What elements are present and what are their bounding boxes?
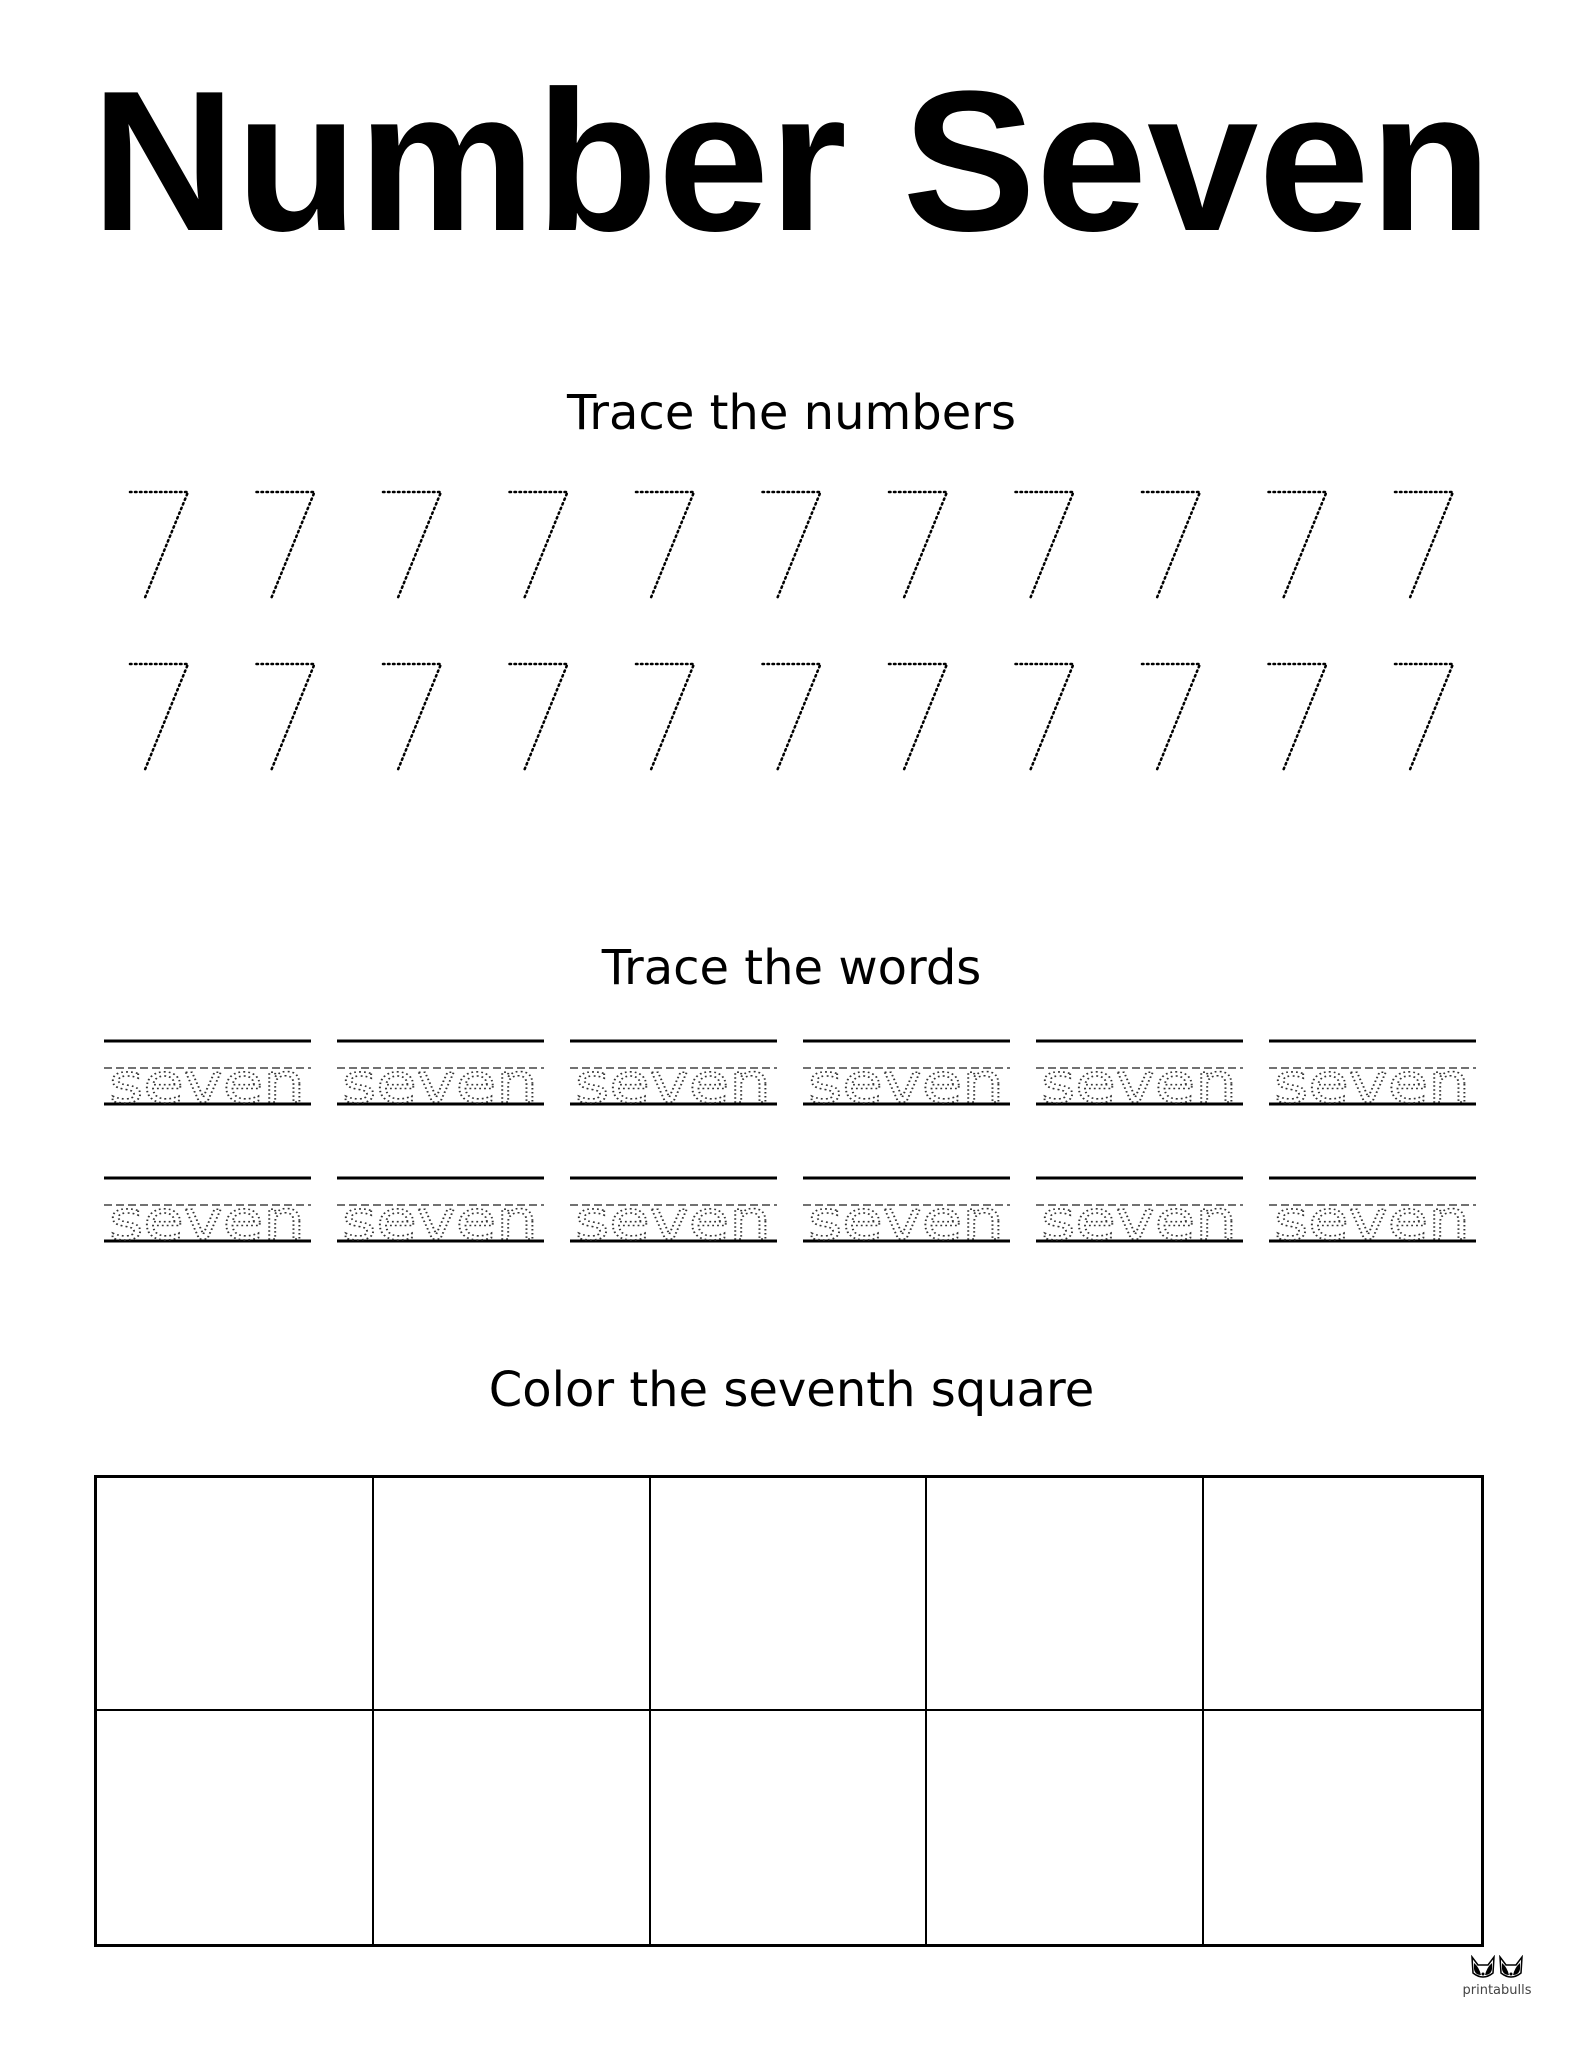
dotted-seven xyxy=(383,664,441,772)
trace-word xyxy=(803,1041,1010,1115)
grid-square[interactable] xyxy=(927,1478,1204,1711)
grid-square[interactable] xyxy=(927,1711,1204,1944)
square-grid xyxy=(94,1475,1484,1947)
dotted-word: seven xyxy=(1274,1189,1470,1252)
bulldog-icon xyxy=(1469,1955,1525,1981)
dotted-seven xyxy=(1016,664,1074,772)
trace-word xyxy=(1269,1041,1476,1115)
grid-square[interactable] xyxy=(1204,1711,1481,1944)
grid-square[interactable] xyxy=(651,1711,928,1944)
trace-numbers-area xyxy=(0,470,1583,790)
grid-square[interactable] xyxy=(97,1711,374,1944)
dotted-seven xyxy=(1269,492,1327,600)
dotted-seven xyxy=(257,664,315,772)
dotted-seven xyxy=(636,492,694,600)
color-square-heading: Color the seventh square xyxy=(488,1362,1095,1418)
grid-square[interactable] xyxy=(651,1478,928,1711)
dotted-seven xyxy=(1269,664,1327,772)
dotted-word: seven xyxy=(342,1189,538,1252)
dotted-seven xyxy=(889,664,947,772)
dotted-seven xyxy=(1395,492,1453,600)
dotted-seven xyxy=(1142,492,1200,600)
dotted-seven xyxy=(1142,664,1200,772)
dotted-seven xyxy=(383,492,441,600)
dotted-word: seven xyxy=(109,1189,305,1252)
dotted-seven xyxy=(636,664,694,772)
dotted-word: seven xyxy=(808,1189,1004,1252)
dotted-seven xyxy=(510,492,568,600)
dotted-seven xyxy=(257,492,315,600)
grid-square[interactable] xyxy=(1204,1478,1481,1711)
page-title: Number Seven xyxy=(91,50,1492,273)
trace-word xyxy=(337,1041,544,1115)
dotted-word: seven xyxy=(575,1052,771,1115)
dotted-seven xyxy=(510,664,568,772)
trace-numbers-heading: Trace the numbers xyxy=(567,385,1016,441)
dotted-seven xyxy=(763,492,821,600)
dotted-seven xyxy=(763,664,821,772)
trace-word xyxy=(337,1178,544,1252)
trace-word xyxy=(570,1041,777,1115)
trace-word xyxy=(570,1178,777,1252)
printabulls-logo xyxy=(1462,1955,1532,1998)
trace-words-heading: Trace the words xyxy=(601,940,982,996)
dotted-seven xyxy=(1395,664,1453,772)
dotted-seven xyxy=(1016,492,1074,600)
dotted-seven xyxy=(889,492,947,600)
trace-word xyxy=(1036,1041,1243,1115)
grid-square[interactable] xyxy=(374,1711,651,1944)
dotted-word: seven xyxy=(1041,1052,1237,1115)
dotted-seven xyxy=(130,492,188,600)
dotted-word: seven xyxy=(575,1189,771,1252)
trace-word xyxy=(803,1178,1010,1252)
trace-word xyxy=(104,1178,311,1252)
dotted-word: seven xyxy=(109,1052,305,1115)
trace-word xyxy=(104,1041,311,1115)
grid-square[interactable] xyxy=(97,1478,374,1711)
trace-word xyxy=(1036,1178,1243,1252)
grid-square[interactable] xyxy=(374,1478,651,1711)
dotted-word: seven xyxy=(808,1052,1004,1115)
dotted-seven xyxy=(130,664,188,772)
logo-text: printabulls xyxy=(1462,1983,1532,1998)
trace-words-area xyxy=(0,1020,1583,1260)
dotted-word: seven xyxy=(1041,1189,1237,1252)
dotted-word: seven xyxy=(342,1052,538,1115)
trace-word xyxy=(1269,1178,1476,1252)
dotted-word: seven xyxy=(1274,1052,1470,1115)
